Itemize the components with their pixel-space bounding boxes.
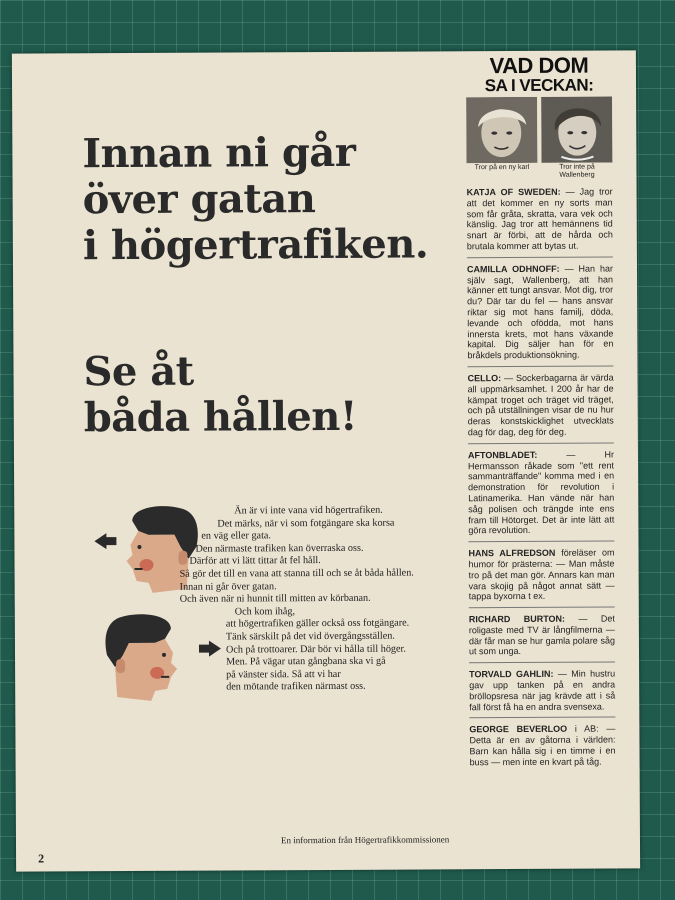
quote-source: HANS ALFREDSON — [468, 547, 556, 559]
body-line: Än är vi inte vana vid högertrafiken. — [234, 504, 383, 517]
body-line: Så gör det till en vana att stanna till och se åt båda hållen. — [179, 567, 414, 580]
quote-text: — Jag tror att det kommer en ny sorts man som får gråta, skratta, vara vek och känslig. Jag tror att hemännens tid snart är förbi, att de hårda och brutala kommer att bytas ut. — [466, 186, 613, 252]
photo-row — [466, 96, 612, 180]
subhead-line: Se åt — [83, 347, 194, 396]
quote-source: CELLO: — [467, 373, 502, 384]
body-line: en väg eller gata. — [201, 530, 271, 542]
quote-source: GEORGE BEVERLOO — [469, 724, 568, 735]
quote-entry — [468, 541, 614, 603]
photo-caption: Tror på en ny karl — [474, 163, 530, 172]
quote-entry — [469, 662, 615, 713]
quote-source: KATJA OF SWEDEN: — [466, 186, 561, 198]
quote-text: — Hr Hermansson råkade som "ett rent sammanträffande" komma med i en demonstration för revolution i Latinamerika. Han vände när han såg polisen och trängde inte ens fram till Hötorget. Det är inte lätt att göra revolution. — [468, 449, 615, 536]
column-title: VAD DOM — [489, 52, 589, 79]
ad-body-text — [179, 504, 480, 694]
quote-text: — Han har själv sagt, Wallenberg, att han känner ett tungt ansvar. Mot dig, tror du? Där tar du fel — hans ansvar riktar sig mot hans familj, döda, levande och ofödda, mot hans innersta krets, mot hans växande kapital. Dig säljer han för en bråkdels produktionsökning. — [467, 263, 614, 361]
quote-entry — [467, 256, 614, 361]
quote-source: TORVALD GAHLIN: — [469, 669, 554, 680]
quote-entry — [468, 442, 614, 536]
column-subtitle: SA I VECKAN: — [484, 75, 594, 96]
quote-source: AFTONBLADET: — [467, 449, 538, 460]
photo-left — [466, 97, 537, 180]
quote-entry — [468, 365, 614, 438]
body-line: Men. På vägar utan gångbana ska vi gå — [226, 655, 386, 668]
ad-footer: En information från Högertrafikkommissionen — [280, 834, 450, 846]
quote-entry — [467, 184, 613, 252]
headline-line: i högertrafiken. — [82, 220, 429, 270]
ad-subhead — [83, 348, 357, 441]
quote-text: i AB: — Detta är en av gåtorna i världen: Barn kan hålla sig i en timme i en buss — men inte en kvart på tåg. — [469, 723, 616, 768]
quote-entry — [469, 607, 615, 658]
headline-line: över gatan — [82, 175, 316, 224]
body-line: Innan ni går över gatan. — [179, 580, 277, 593]
headline-line: Innan ni går — [82, 128, 356, 178]
quote-source: CAMILLA ODHNOFF: — [466, 263, 560, 275]
ad-headline — [82, 129, 428, 269]
body-line: Tänk särskilt på det vid övergångsställen. — [225, 630, 395, 643]
quote-text: föreläser om humor för prästerna: — Man måste tro på det man gör. Annars kan man vara skojig på något annat sätt — tappa byxorna t ex. — [468, 547, 615, 602]
body-line: på vänster sida. Så att vi har — [226, 668, 341, 681]
portrait-woman-icon — [466, 97, 537, 163]
quote-entry — [469, 717, 615, 768]
body-line: den mötande trafiken närmast oss. — [226, 681, 366, 693]
quote-source: RICHARD BURTON: — [468, 613, 566, 625]
body-line: Det märks, när vi som fotgängare ska korsa — [217, 517, 395, 530]
photo-right — [541, 96, 612, 179]
body-line: Och kom ihåg, — [234, 605, 296, 618]
quote-text: — Sockerbagarna är värda all uppmärksamhet. I 200 år har de kämpat troget och träget vid träget, och på utställningen visar de nu hur deras konstskicklighet utvecklats dag för dag, deg för deg. — [467, 372, 614, 438]
body-line: Den närmaste trafiken kan överraska oss. — [195, 542, 364, 555]
subhead-line: båda hållen! — [83, 392, 358, 442]
photo-caption: Tror inte på Wallenberg — [559, 163, 595, 179]
page-number: 2 — [38, 851, 45, 866]
quotes-column — [466, 54, 616, 767]
magazine-page — [12, 50, 640, 871]
quote-text: — Det roligaste med TV är långfilmerna — där får man se hur gamla polare såg ut som unga. — [468, 613, 615, 657]
portrait-woman-icon — [541, 96, 612, 162]
body-line: Och även när ni hunnit till mitten av körbanan. — [179, 592, 371, 605]
traffic-ad — [12, 51, 468, 871]
body-line: Och på trottoarer. Där bör vi hålla till höger. — [225, 643, 406, 656]
quote-text: — Min hustru gav upp tanken på en andra bröllopsresa när jag krävde att i så fall först få ha en andra svensexa. — [469, 668, 616, 712]
body-line: att högertrafiken gäller också oss fotgängare. — [225, 617, 410, 630]
body-line: Därför att vi lätt tittar åt fel håll. — [189, 555, 321, 568]
